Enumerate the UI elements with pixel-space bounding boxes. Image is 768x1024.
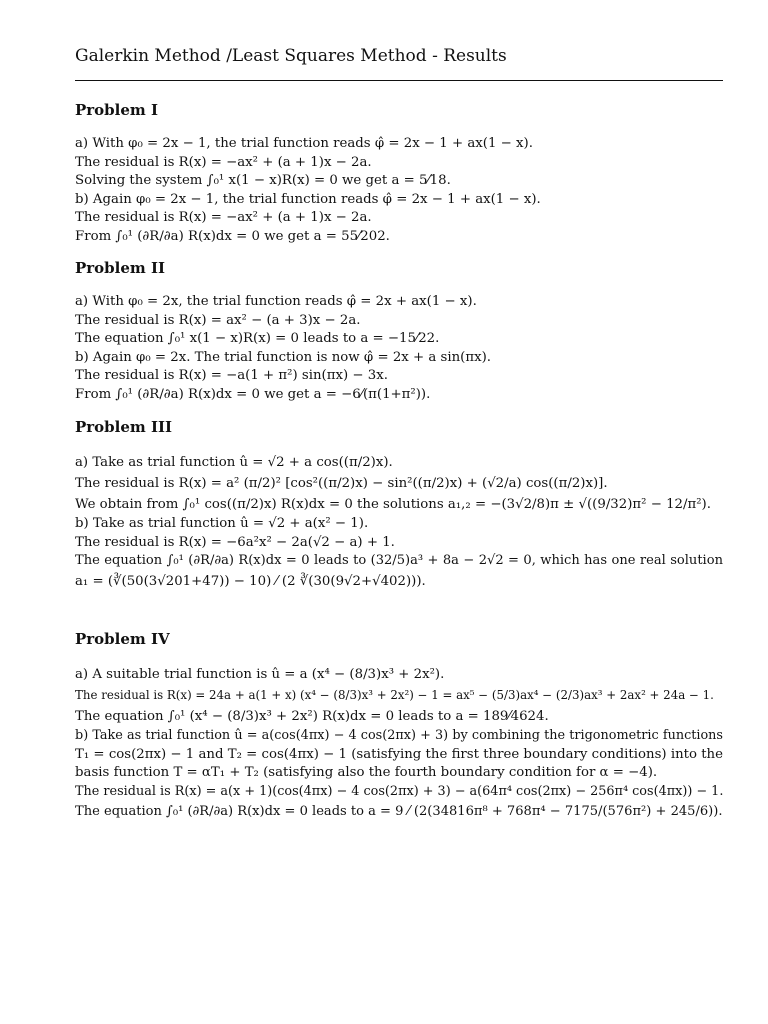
problem-i-line-5: The residual is R(x) = −ax² + (a + 1)x − 2a. xyxy=(75,210,372,225)
problem-iii-section xyxy=(75,416,723,592)
header-divider xyxy=(75,80,723,81)
problem-ii-heading: Problem II xyxy=(75,259,166,277)
problem-iii-line-4: b) Take as trial function û = √2 + a(x² − 1). xyxy=(75,516,369,531)
problem-iv-line-8: The equation ∫₀¹ (∂R/∂a) R(x)dx = 0 leads to a = 9 ⁄ (2(34816π⁸ + 768π⁴ − 7175/(576π²) + 245/6)). xyxy=(75,804,723,819)
problem-i-section xyxy=(75,99,723,246)
problem-iii-line-7: a₁ = (∛(50(3√201+47)) − 10) ⁄ (2 ∛(30(9√2+√402))). xyxy=(75,573,426,589)
problem-iv-line-4: b) Take as trial function û = a(cos(4πx) − 4 cos(2πx) + 3) by combining the trigonometric functions xyxy=(75,728,723,743)
problem-iv-line-2: The residual is R(x) = 24a + a(1 + x) (x⁴ − (8/3)x³ + 2x²) − 1 = ax⁵ − (5/3)ax⁴ − (2/3)ax³ + 2ax² + 24a − 1. xyxy=(75,688,714,702)
problem-i-line-1: a) With φ₀ = 2x − 1, the trial function reads φ̂ = 2x − 1 + ax(1 − x). xyxy=(75,136,533,151)
problem-i-heading: Problem I xyxy=(75,101,159,119)
problem-ii-line-5: The residual is R(x) = −a(1 + π²) sin(πx) − 3x. xyxy=(75,368,388,383)
problem-iii-line-6: The equation ∫₀¹ (∂R/∂a) R(x)dx = 0 leads to (32/5)a³ + 8a − 2√2 = 0, which has one real solution xyxy=(75,553,723,568)
problem-iv-line-6: basis function T = αT₁ + T₂ (satisfying also the fourth boundary condition for α = −4). xyxy=(75,765,658,780)
problem-ii-line-1: a) With φ₀ = 2x, the trial function reads φ̂ = 2x + ax(1 − x). xyxy=(75,294,477,309)
page-title: Galerkin Method /Least Squares Method - Results xyxy=(75,46,507,66)
problem-ii-line-6: From ∫₀¹ (∂R/∂a) R(x)dx = 0 we get a = −6⁄(π(1+π²)). xyxy=(75,386,431,402)
problem-i-line-4: b) Again φ₀ = 2x − 1, the trial function reads φ̂ = 2x − 1 + ax(1 − x). xyxy=(75,191,541,207)
problem-iii-line-1: a) Take as trial function û = √2 + a cos((π/2)x). xyxy=(75,455,393,470)
problem-iv-line-7: The residual is R(x) = a(x + 1)(cos(4πx) − 4 cos(2πx) + 3) − a(64π⁴ cos(2πx) − 256π⁴ cos(4πx)) − 1. xyxy=(75,783,723,799)
problem-i-line-2: The residual is R(x) = −ax² + (a + 1)x − 2a. xyxy=(75,154,372,170)
problem-ii-line-2: The residual is R(x) = ax² − (a + 3)x − 2a. xyxy=(75,312,361,328)
problem-i-body xyxy=(75,135,723,246)
problem-iv-line-5: T₁ = cos(2πx) − 1 and T₂ = cos(4πx) − 1 (satisfying the first three boundary conditions) into the xyxy=(75,746,723,762)
problem-iv-body xyxy=(75,664,723,822)
problem-ii-line-3: The equation ∫₀¹ x(1 − x)R(x) = 0 leads to a = −15⁄22. xyxy=(75,331,440,346)
problem-i-line-3: Solving the system ∫₀¹ x(1 − x)R(x) = 0 we get a = 5⁄18. xyxy=(75,173,451,188)
problem-ii-line-4: b) Again φ₀ = 2x. The trial function is now φ̂ = 2x + a sin(πx). xyxy=(75,349,492,365)
problem-iv-heading: Problem IV xyxy=(75,630,170,648)
problem-iii-line-3: We obtain from ∫₀¹ cos((π/2)x) R(x)dx = 0 the solutions a₁,₂ = −(3√2/8)π ± √((9/32)π² − 12/π²). xyxy=(75,497,711,512)
problem-iv-line-1: a) A suitable trial function is û = a (x⁴ − (8/3)x³ + 2x²). xyxy=(75,667,445,682)
problem-iv-line-3: The equation ∫₀¹ (x⁴ − (8/3)x³ + 2x²) R(x)dx = 0 leads to a = 189⁄4624. xyxy=(75,709,549,724)
problem-iii-line-2: The residual is R(x) = a² (π/2)² [cos²((π/2)x) − sin²((π/2)x) + (√2/a) cos((π/2)x)]. xyxy=(75,476,608,491)
problem-i-line-6: From ∫₀¹ (∂R/∂a) R(x)dx = 0 we get a = 55⁄202. xyxy=(75,228,390,244)
problem-iii-body xyxy=(75,452,723,592)
problem-ii-section xyxy=(75,257,723,404)
problem-iii-heading: Problem III xyxy=(75,418,173,436)
problem-iii-line-5: The residual is R(x) = −6a²x² − 2a(√2 − a) + 1. xyxy=(75,534,395,550)
problem-ii-body xyxy=(75,293,723,404)
problem-iv-section xyxy=(75,628,723,822)
